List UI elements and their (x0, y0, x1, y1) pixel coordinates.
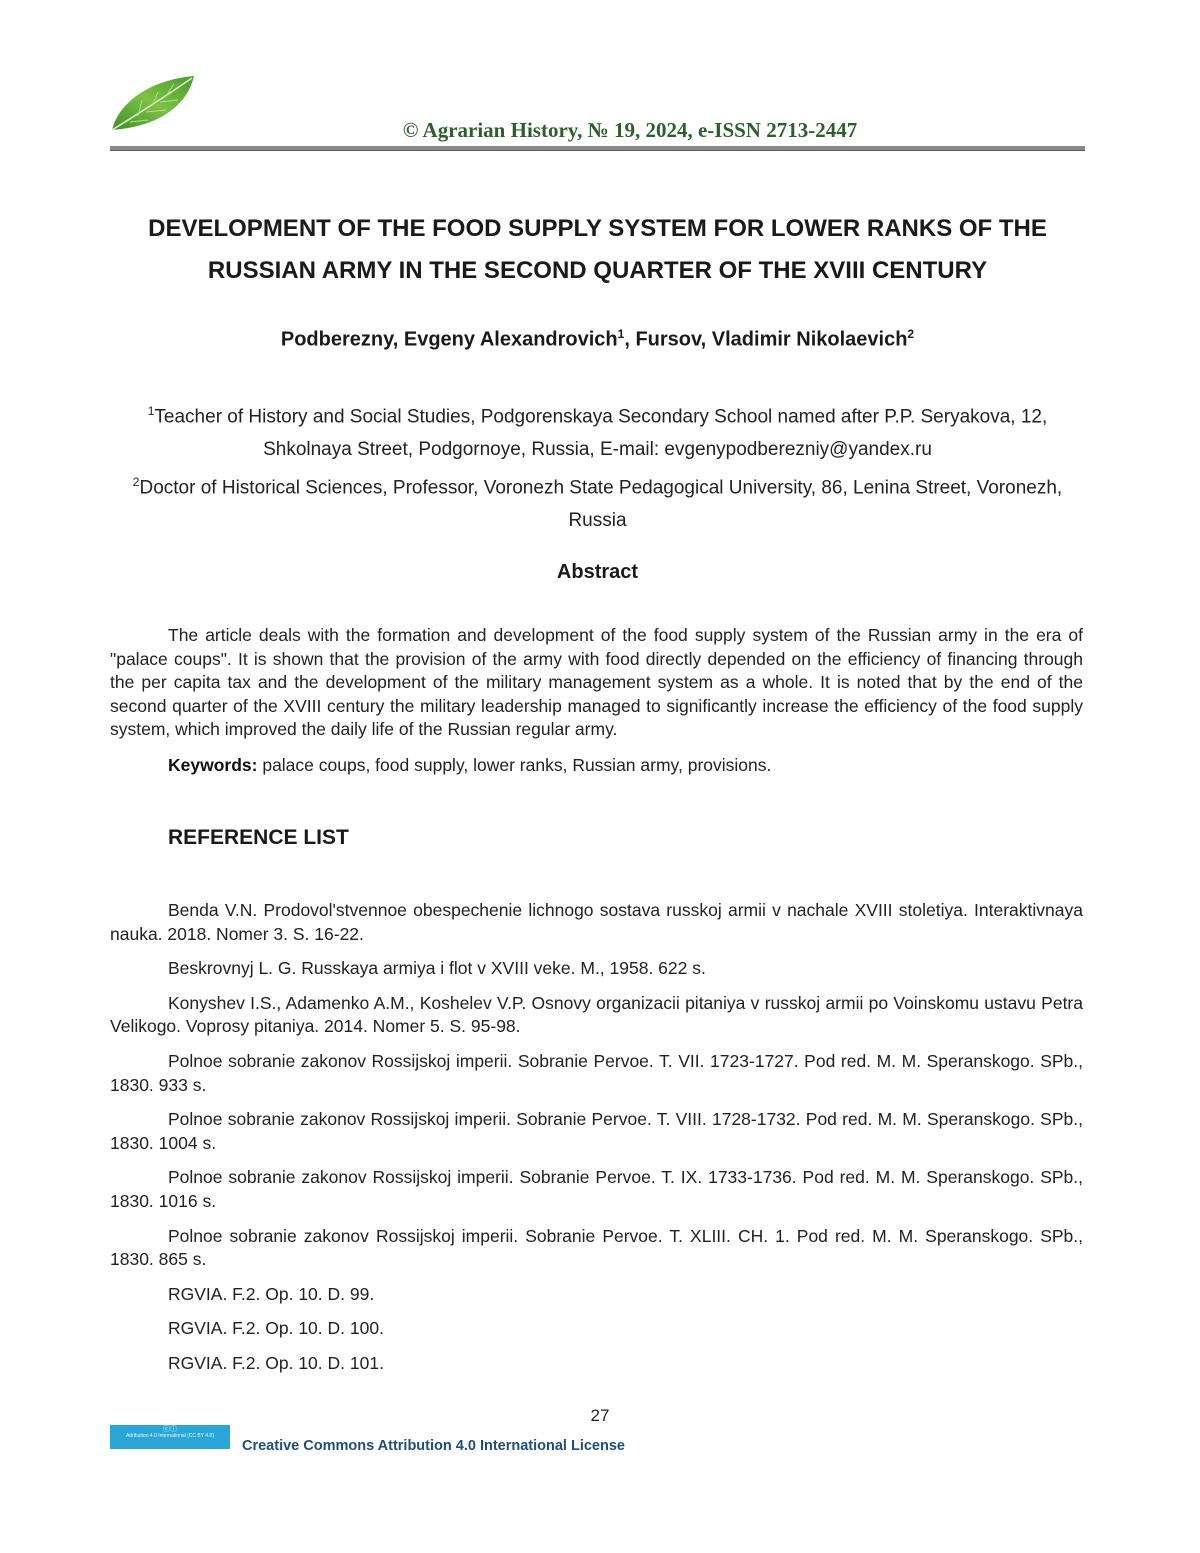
authors (110, 327, 1085, 352)
page-number: 27 (590, 1406, 610, 1425)
reference-item: Konyshev I.S., Adamenko A.M., Koshelev V.P. Osnovy organizacii pitaniya v russkoj armii po Voinskomu ustavu Petra Velikogo. Voprosy pitaniya. 2014. Nomer 5. S. 95-98. (110, 992, 1083, 1037)
abstract-text: The article deals with the formation and development of the food supply system of the Russian army in the era of "palace coups". It is shown that the provision of the army with food directly depended on the efficiency of financing through the per capita tax and the development of the military management system as a whole. It is noted that by the end of the second quarter of the XVIII century the military leadership managed to significantly increase the efficiency of the food supply system, which improved the daily life of the Russian regular army. (110, 625, 1083, 740)
keywords-text: palace coups, food supply, lower ranks, Russian army, provisions. (257, 755, 772, 775)
reference-item: Polnoe sobranie zakonov Rossijskoj imperii. Sobranie Pervoe. T. XLIII. CH. 1. Pod red. M. M. Speranskogo. SPb., 1830. 865 s. (110, 1225, 1083, 1270)
author-separator: , (624, 328, 636, 351)
reference-item: Polnoe sobranie zakonov Rossijskoj imperii. Sobranie Pervoe. T. VIII. 1728-1732. Pod red. M. M. Speranskogo. SPb., 1830. 1004 s. (110, 1109, 1083, 1153)
reference-item: Benda V.N. Prodovol'stvennoe obespechenie lichnogo sostava russkoj armii v nachale XVIII stoletiya. Interaktivnaya nauka. 2018. Nomer 3. S. 16-22. (110, 900, 1083, 944)
author-2-sup: 2 (907, 327, 915, 341)
reference-item: RGVIA. F.2. Op. 10. D. 100. (168, 1318, 384, 1339)
leaf-logo-icon (108, 74, 200, 136)
cc-by-icon: ⓒⓘ (163, 1426, 177, 1433)
keywords (168, 755, 771, 776)
reference-list-heading: REFERENCE LIST (168, 826, 349, 849)
keywords-label: Keywords: (168, 755, 258, 775)
abstract-heading: Abstract (556, 561, 639, 583)
affiliation-2: $^2$Doctor of Historical Sciences, Professor, Voronezh State Pedagogical University, 86, Lenina Street, Voronezh, Russia (132, 475, 1063, 532)
journal-header: © Agrarian History, № 19, 2024, e-ISSN 2713-2447 (402, 118, 858, 142)
author-1: Podberezny, Evgeny Alexandrovich (280, 328, 618, 351)
cc-badge-text: Attribution 4.0 International (CC BY 4.0) (125, 1433, 214, 1439)
article-title: DEVELOPMENT OF THE FOOD SUPPLY SYSTEM FOR LOWER RANKS OF THE RUSSIAN ARMY IN THE SECOND QUARTER OF THE XVIII CENTURY (148, 215, 1047, 284)
affiliation-1: $^1$Teacher of History and Social Studies, Podgorenskaya Secondary School named after P.P. Seryakova, 12, Shkolnaya Street, Podgornoye, Russia, E-mail: evgenypodberezniy@yandex.ru (147, 404, 1048, 460)
reference-item: Beskrovnyj L. G. Russkaya armiya i flot v XVIII veke. M., 1958. 622 s. (168, 958, 706, 979)
affiliations (110, 395, 1085, 538)
cc-by-badge[interactable] (110, 1425, 230, 1449)
reference-item: Polnoe sobranie zakonov Rossijskoj imperii. Sobranie Pervoe. T. VII. 1723-1727. Pod red. M. M. Speranskogo. SPb., 1830. 933 s. (110, 1050, 1083, 1095)
author-1-sup: 1 (617, 327, 625, 341)
license-text: Creative Commons Attribution 4.0 International License (242, 1438, 625, 1454)
reference-item: RGVIA. F.2. Op. 10. D. 101. (168, 1352, 384, 1373)
reference-item: Polnoe sobranie zakonov Rossijskoj imperii. Sobranie Pervoe. T. IX. 1733-1736. Pod red. M. M. Speranskogo. SPb., 1830. 1016 s. (110, 1167, 1083, 1211)
reference-list (110, 899, 1083, 1387)
header-divider (110, 146, 1085, 151)
reference-item: RGVIA. F.2. Op. 10. D. 99. (168, 1283, 375, 1304)
author-2: Fursov, Vladimir Nikolaevich (635, 328, 908, 351)
